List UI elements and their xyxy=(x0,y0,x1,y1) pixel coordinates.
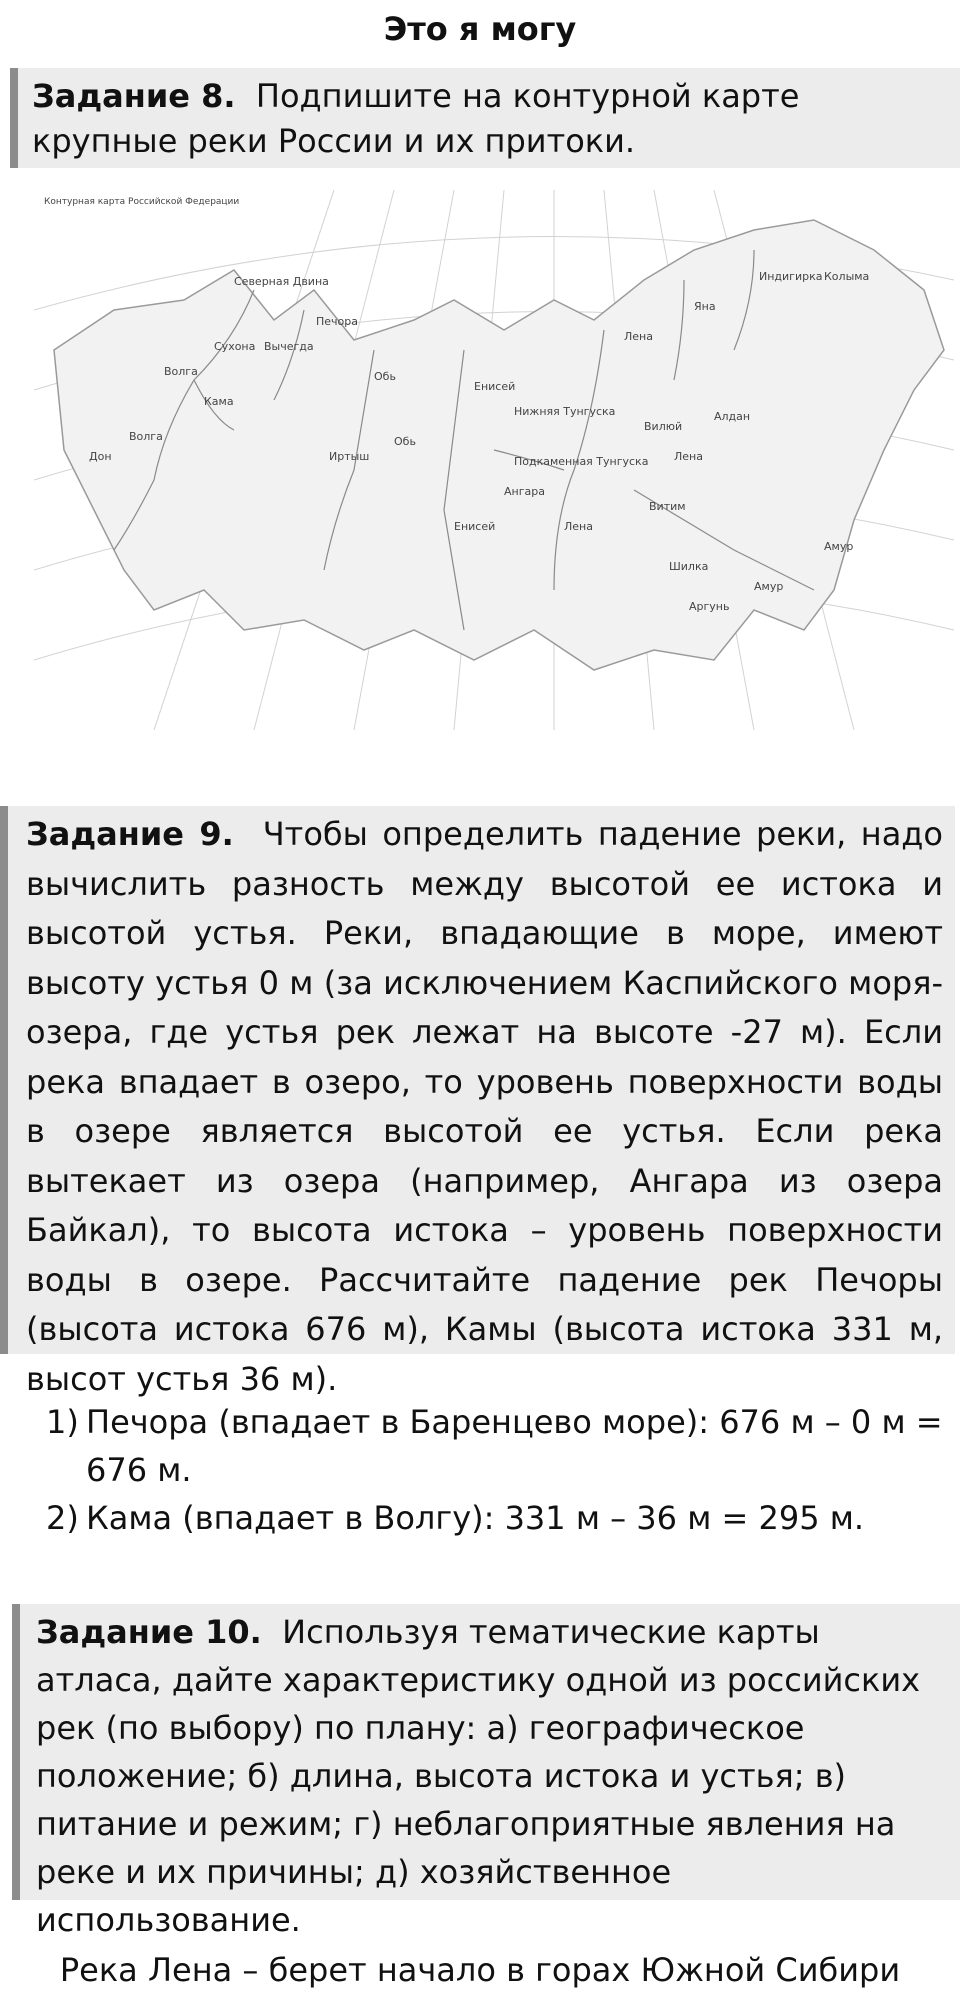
page-title: Это я могу xyxy=(383,10,577,48)
label-n-tunguska: Нижняя Тунгуска xyxy=(514,405,616,418)
task-8-text: Подпишите на контурной карте крупные реки России и их притоки. xyxy=(32,77,800,160)
label-vilyui: Вилюй xyxy=(644,420,683,433)
label-aldan: Алдан xyxy=(714,410,751,423)
answer-number: 2) xyxy=(46,1499,79,1537)
label-volga: Волга xyxy=(164,365,198,378)
answer-paragraph: Река Лена – берет начало в горах Южной Сибири xyxy=(59,1951,901,1989)
label-volga-2: Волга xyxy=(129,430,163,443)
task-10-text: Используя тематические карты атласа, дайте характеристику одной из российских рек (по выбору) по плану: а) географическое положение; б) длина, высота истока и устья; в) питание и режим; г) неблагоприятные явления на реке и их причины; д) хозяйственное использование. xyxy=(36,1613,921,1939)
label-irtysh: Иртыш xyxy=(329,450,370,463)
label-amur-2: Амур xyxy=(824,540,854,553)
task-9-label: Задание 9. xyxy=(26,815,234,853)
label-don: Дон xyxy=(89,450,112,463)
task-8-box xyxy=(10,68,960,168)
answer-text: Кама (впадает в Волгу): 331 м – 36 м = 295 м. xyxy=(86,1499,865,1537)
label-ob: Обь xyxy=(374,370,396,383)
list-item xyxy=(46,1494,946,1542)
task-10-box xyxy=(12,1604,960,1939)
label-p-tunguska: Подкаменная Тунгуска xyxy=(514,455,649,468)
label-lena: Лена xyxy=(624,330,653,343)
label-lena-3: Лена xyxy=(564,520,593,533)
label-yenisei-2: Енисей xyxy=(454,520,496,533)
task-9-text: Чтобы определить падение реки, надо вычислить разность между высотой ее истока и высотой устья. Реки, впадающие в море, имеют высоту устья 0 м (за исключением Каспийского моря-озера, где устья рек лежат на высоте -27 м). Если река впадает в озеро, то уровень поверхности воды в озере является высотой ее устья. Если река вытекает из озера (например, Ангара из озера Байкал), то высота истока – уровень поверхности воды в озере. Рассчитайте падение рек Печоры (высота истока 676 м), Камы (высота истока 331 м, высот устья 36 м). xyxy=(26,815,944,1398)
russia-outline xyxy=(54,220,944,670)
label-sev-dvina: Северная Двина xyxy=(234,275,329,288)
label-shilka: Шилка xyxy=(669,560,709,573)
label-yana: Яна xyxy=(694,300,716,313)
label-angara: Ангара xyxy=(504,485,545,498)
label-lena-2: Лена xyxy=(674,450,703,463)
label-kama: Кама xyxy=(204,395,234,408)
label-amur: Амур xyxy=(754,580,784,593)
label-ob-2: Обь xyxy=(394,435,416,448)
map-title: Контурная карта Российской Федерации xyxy=(44,197,240,207)
task-10-label: Задание 10. xyxy=(36,1613,262,1651)
label-vitim: Витим xyxy=(649,500,686,513)
contour-map xyxy=(34,190,954,730)
label-argun: Аргунь xyxy=(689,600,730,613)
label-sukhona: Сухона xyxy=(214,340,256,353)
task-9-box xyxy=(0,806,955,1398)
answers-list xyxy=(46,1398,946,1542)
task-8-label: Задание 8. xyxy=(32,77,236,115)
list-item xyxy=(46,1398,946,1494)
label-yenisei: Енисей xyxy=(474,380,516,393)
label-indigirka: Индигирка xyxy=(759,270,823,283)
answer-number: 1) xyxy=(46,1403,79,1441)
label-kolyma: Колыма xyxy=(824,270,870,283)
label-vychegda: Вычегда xyxy=(264,340,314,353)
label-pechora: Печора xyxy=(316,315,358,328)
answer-text: Печора (впадает в Баренцево море): 676 м – 0 м = 676 м. xyxy=(86,1403,943,1489)
